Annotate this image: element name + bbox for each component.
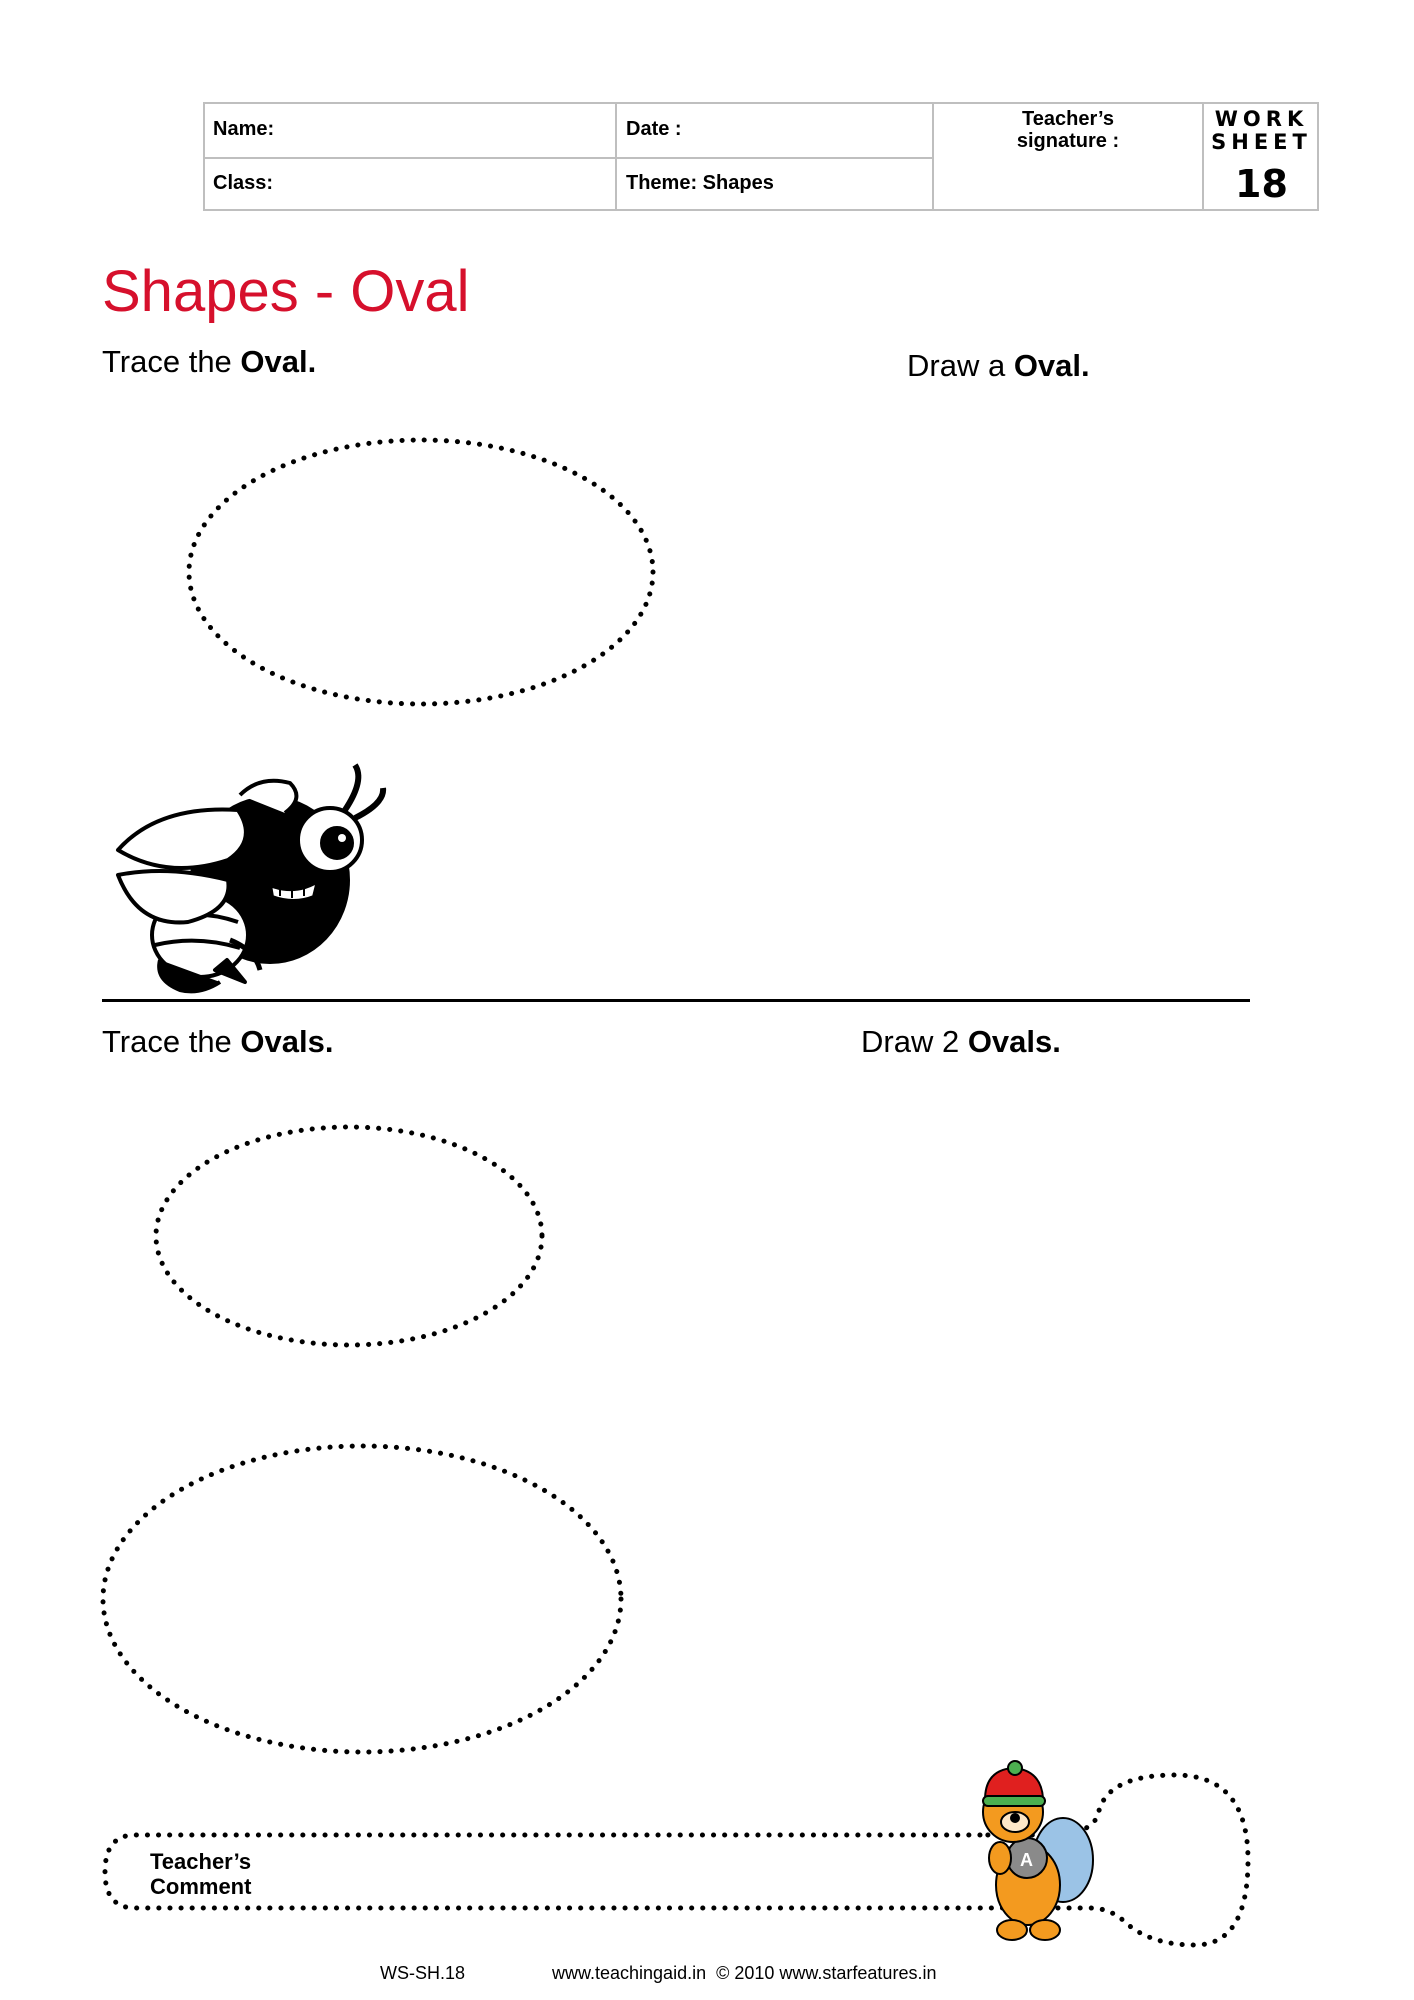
name-label: Name: [213, 118, 275, 140]
footer-code: WS-SH.18 [380, 1963, 466, 1983]
instruction-bold: Oval. [240, 344, 317, 379]
instruction-bold: Ovals. [967, 1024, 1061, 1059]
svg-text:A: A [1020, 1850, 1033, 1870]
signature-label-line1: Teacher’s [1022, 108, 1114, 130]
teacher-comment-label [150, 1849, 251, 1899]
instruction-bold: Ovals. [240, 1024, 334, 1059]
instruction-text: Trace the [102, 344, 241, 379]
teacher-comment-line1: Teacher’s [150, 1849, 252, 1874]
page-title: Shapes - Oval [102, 259, 470, 324]
worksheet-number: 18 [1235, 162, 1288, 206]
instruction-text: Trace the [102, 1024, 241, 1059]
bee-icon [118, 765, 383, 991]
class-label: Class: [213, 172, 274, 194]
instruction-bold: Oval. [1013, 348, 1090, 383]
worksheet-label-line2: SHEET [1211, 130, 1312, 154]
bear-icon [983, 1761, 1093, 1940]
trace-oval-1[interactable] [189, 440, 653, 704]
instruction-text: Draw 2 [861, 1024, 968, 1059]
worksheet-label-line1: WORK [1214, 107, 1309, 131]
teacher-comment-line2: Comment [150, 1874, 252, 1899]
trace-oval-3[interactable] [103, 1446, 621, 1752]
trace-oval-2[interactable] [156, 1127, 542, 1345]
instruction-text: Draw a [907, 348, 1014, 383]
date-label: Date : [626, 118, 682, 140]
footer-credits: www.teachingaid.in © 2010 www.starfeatures.in [552, 1963, 937, 1983]
signature-label-line2: signature : [1016, 130, 1120, 152]
theme-label: Theme: Shapes [626, 172, 774, 194]
